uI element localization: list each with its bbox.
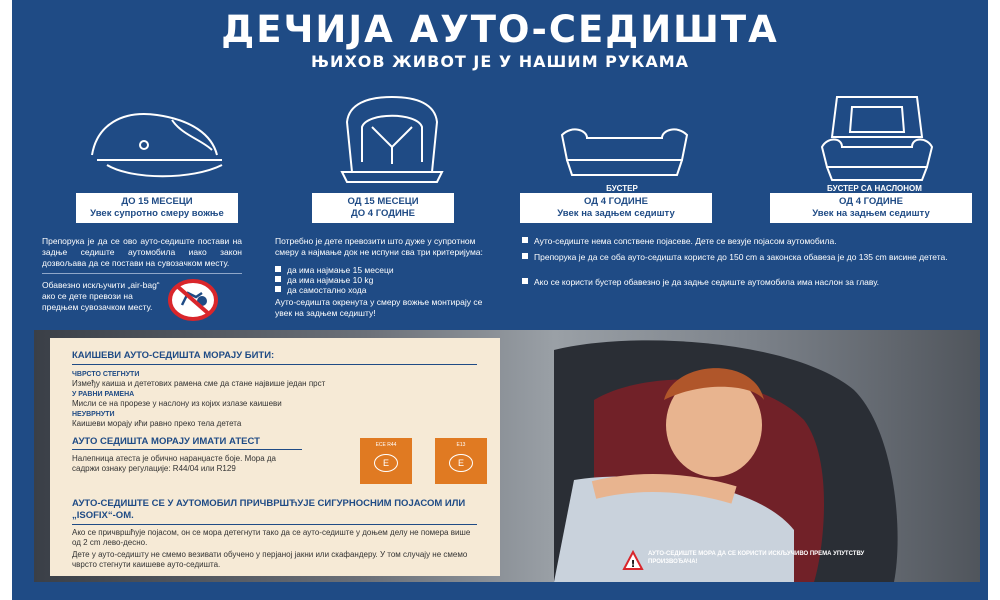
col2-criterion-3 xyxy=(275,285,485,296)
criterion-label: да има најмање 15 месеци xyxy=(287,265,394,275)
booster-icon xyxy=(552,120,697,180)
warning-text: АУТО-СЕДИШТЕ МОРА ДА СЕ КОРИСТИ ИСКЉУЧИВО ПРЕМА УПУТСТВУ ПРОИЗВОЂАЧА! xyxy=(648,551,865,565)
card-divider-3 xyxy=(72,524,477,525)
certification-label-1 xyxy=(360,438,412,484)
card-text-6: Дете у ауто-седишту не смемо везивати обучено у перјаној јакни или скафандеру. У том случају не смемо чврсто стегнути каишеве ауто-седишта. xyxy=(72,550,468,569)
poster xyxy=(12,0,988,600)
bullet-icon xyxy=(522,278,528,284)
col1-separator xyxy=(42,273,242,274)
card-heading-3: АУТО-СЕДИШТЕ СЕ У АУТОМОБИЛ ПРИЧВРШЋУЈЕ СИГУРНОСНИМ ПОЈАСОМ ИЛИ „ISOFIX“-ОМ. xyxy=(72,498,466,521)
high-back-booster-icon xyxy=(812,92,942,184)
age-box-4 xyxy=(770,193,972,223)
age-box-2-line1: ОД 15 МЕСЕЦИ xyxy=(347,196,419,207)
page-title: ДЕЧИЈА АУТО-СЕДИШТА xyxy=(221,8,779,51)
info-card xyxy=(50,338,500,576)
col4-label: БУСТЕР СА НАСЛОНОМ xyxy=(827,184,922,193)
col34-item-text: Ауто-седиште нема сопствене појасеве. Дете се везује појасом аутомобила. xyxy=(534,236,837,246)
age-box-1-line2: Увек супротно смеру вожње xyxy=(90,208,224,219)
age-box-3-line1: ОД 4 ГОДИНЕ xyxy=(584,196,648,207)
age-box-1 xyxy=(76,193,238,223)
col34-item-3 xyxy=(522,277,972,288)
card-sub-2: У РАВНИ РАМЕНА xyxy=(72,391,135,398)
col34-item-1 xyxy=(522,236,972,247)
criterion-label: да самостално хода xyxy=(287,285,367,295)
bullet-icon xyxy=(275,276,281,282)
bullet-icon xyxy=(522,237,528,243)
card-text-4: Налепница атеста је обично наранџасте боје. Мора да садржи ознаку регулације: R44/04 или R129 xyxy=(72,454,277,473)
card-sub-3: НЕУВРНУТИ xyxy=(72,411,115,418)
col1-text1: Препорука је да се ово ауто-седиште постави на задње седиште аутомобила иако закон дозвољава да се постави на сувозачком месту. xyxy=(42,236,242,268)
cert-e-mark-icon: E xyxy=(374,454,398,472)
svg-text:!: ! xyxy=(630,559,636,570)
age-box-3 xyxy=(520,193,712,223)
age-box-4-line2: Увек на задњем седишту xyxy=(812,208,930,219)
card-heading-1: КАИШЕВИ АУТО-СЕДИШТА МОРАЈУ БИТИ: xyxy=(72,350,275,361)
card-sub-1: ЧВРСТО СТЕГНУТИ xyxy=(72,371,140,378)
col34-item-text: Ако се користи бустер обавезно је да задње седиште аутомобила има наслон за главу. xyxy=(534,277,879,287)
page-subtitle: ЊИХОВ ЖИВОТ ЈЕ У НАШИМ РУКАМА xyxy=(310,52,690,71)
cert-e-mark-icon: E xyxy=(449,454,473,472)
col2-note: Ауто-седишта окренута у смеру вожње монтирају се увек на задњем седишту! xyxy=(275,297,483,318)
col34-item-2 xyxy=(522,252,972,263)
col34-item-text: Препорука је да се оба ауто-седишта користе до 150 cm а законска обавеза је до 135 cm висине детета. xyxy=(534,252,948,262)
bullet-icon xyxy=(275,286,281,292)
card-text-5: Ако се причвршћује појасом, он се мора детегнути тако да се ауто-седиште у доњем делу не помера више од 2 cm лево-десно. xyxy=(72,528,471,547)
card-text-1: Између каиша и дететових рамена сме да стане највише један прст xyxy=(72,379,326,388)
criterion-label: да има најмање 10 kg xyxy=(287,275,374,285)
age-box-3-line2: Увек на задњем седишту xyxy=(557,208,675,219)
cert-label-2-text: E13 xyxy=(456,442,466,448)
col1-text2: Обавезно искључити „air-bag“ ако се дете превози на предњем сувозачком месту. xyxy=(42,280,160,312)
card-heading-2: АУТО СЕДИШТА МОРАЈУ ИМАТИ АТЕСТ xyxy=(72,436,260,447)
cert-label-1-text: ECE R44 xyxy=(375,442,397,448)
bullet-icon xyxy=(275,266,281,272)
no-airbag-icon xyxy=(168,279,218,321)
infant-carrier-icon xyxy=(52,95,252,185)
card-text-2: Мисли се на прорезе у наслону из којих излазе каишеви xyxy=(72,399,282,408)
warning-triangle-icon xyxy=(622,550,644,572)
col2-intro: Потребно је дете превозити што дуже у супротном смеру а најмање док не испуни сва три критеријума: xyxy=(275,236,483,257)
card-divider-1 xyxy=(72,364,477,365)
card-divider-2 xyxy=(72,449,302,450)
age-box-1-line1: ДО 15 МЕСЕЦИ xyxy=(121,196,193,207)
card-text-3: Каишеви морају ићи равно преко тела детета xyxy=(72,419,242,428)
age-box-4-line1: ОД 4 ГОДИНЕ xyxy=(839,196,903,207)
certification-label-2 xyxy=(435,438,487,484)
convertible-seat-icon xyxy=(327,92,457,187)
col3-label: БУСТЕР xyxy=(606,184,638,193)
bullet-icon xyxy=(522,253,528,259)
age-box-2 xyxy=(312,193,454,223)
age-box-2-line2: ДО 4 ГОДИНЕ xyxy=(350,208,416,219)
